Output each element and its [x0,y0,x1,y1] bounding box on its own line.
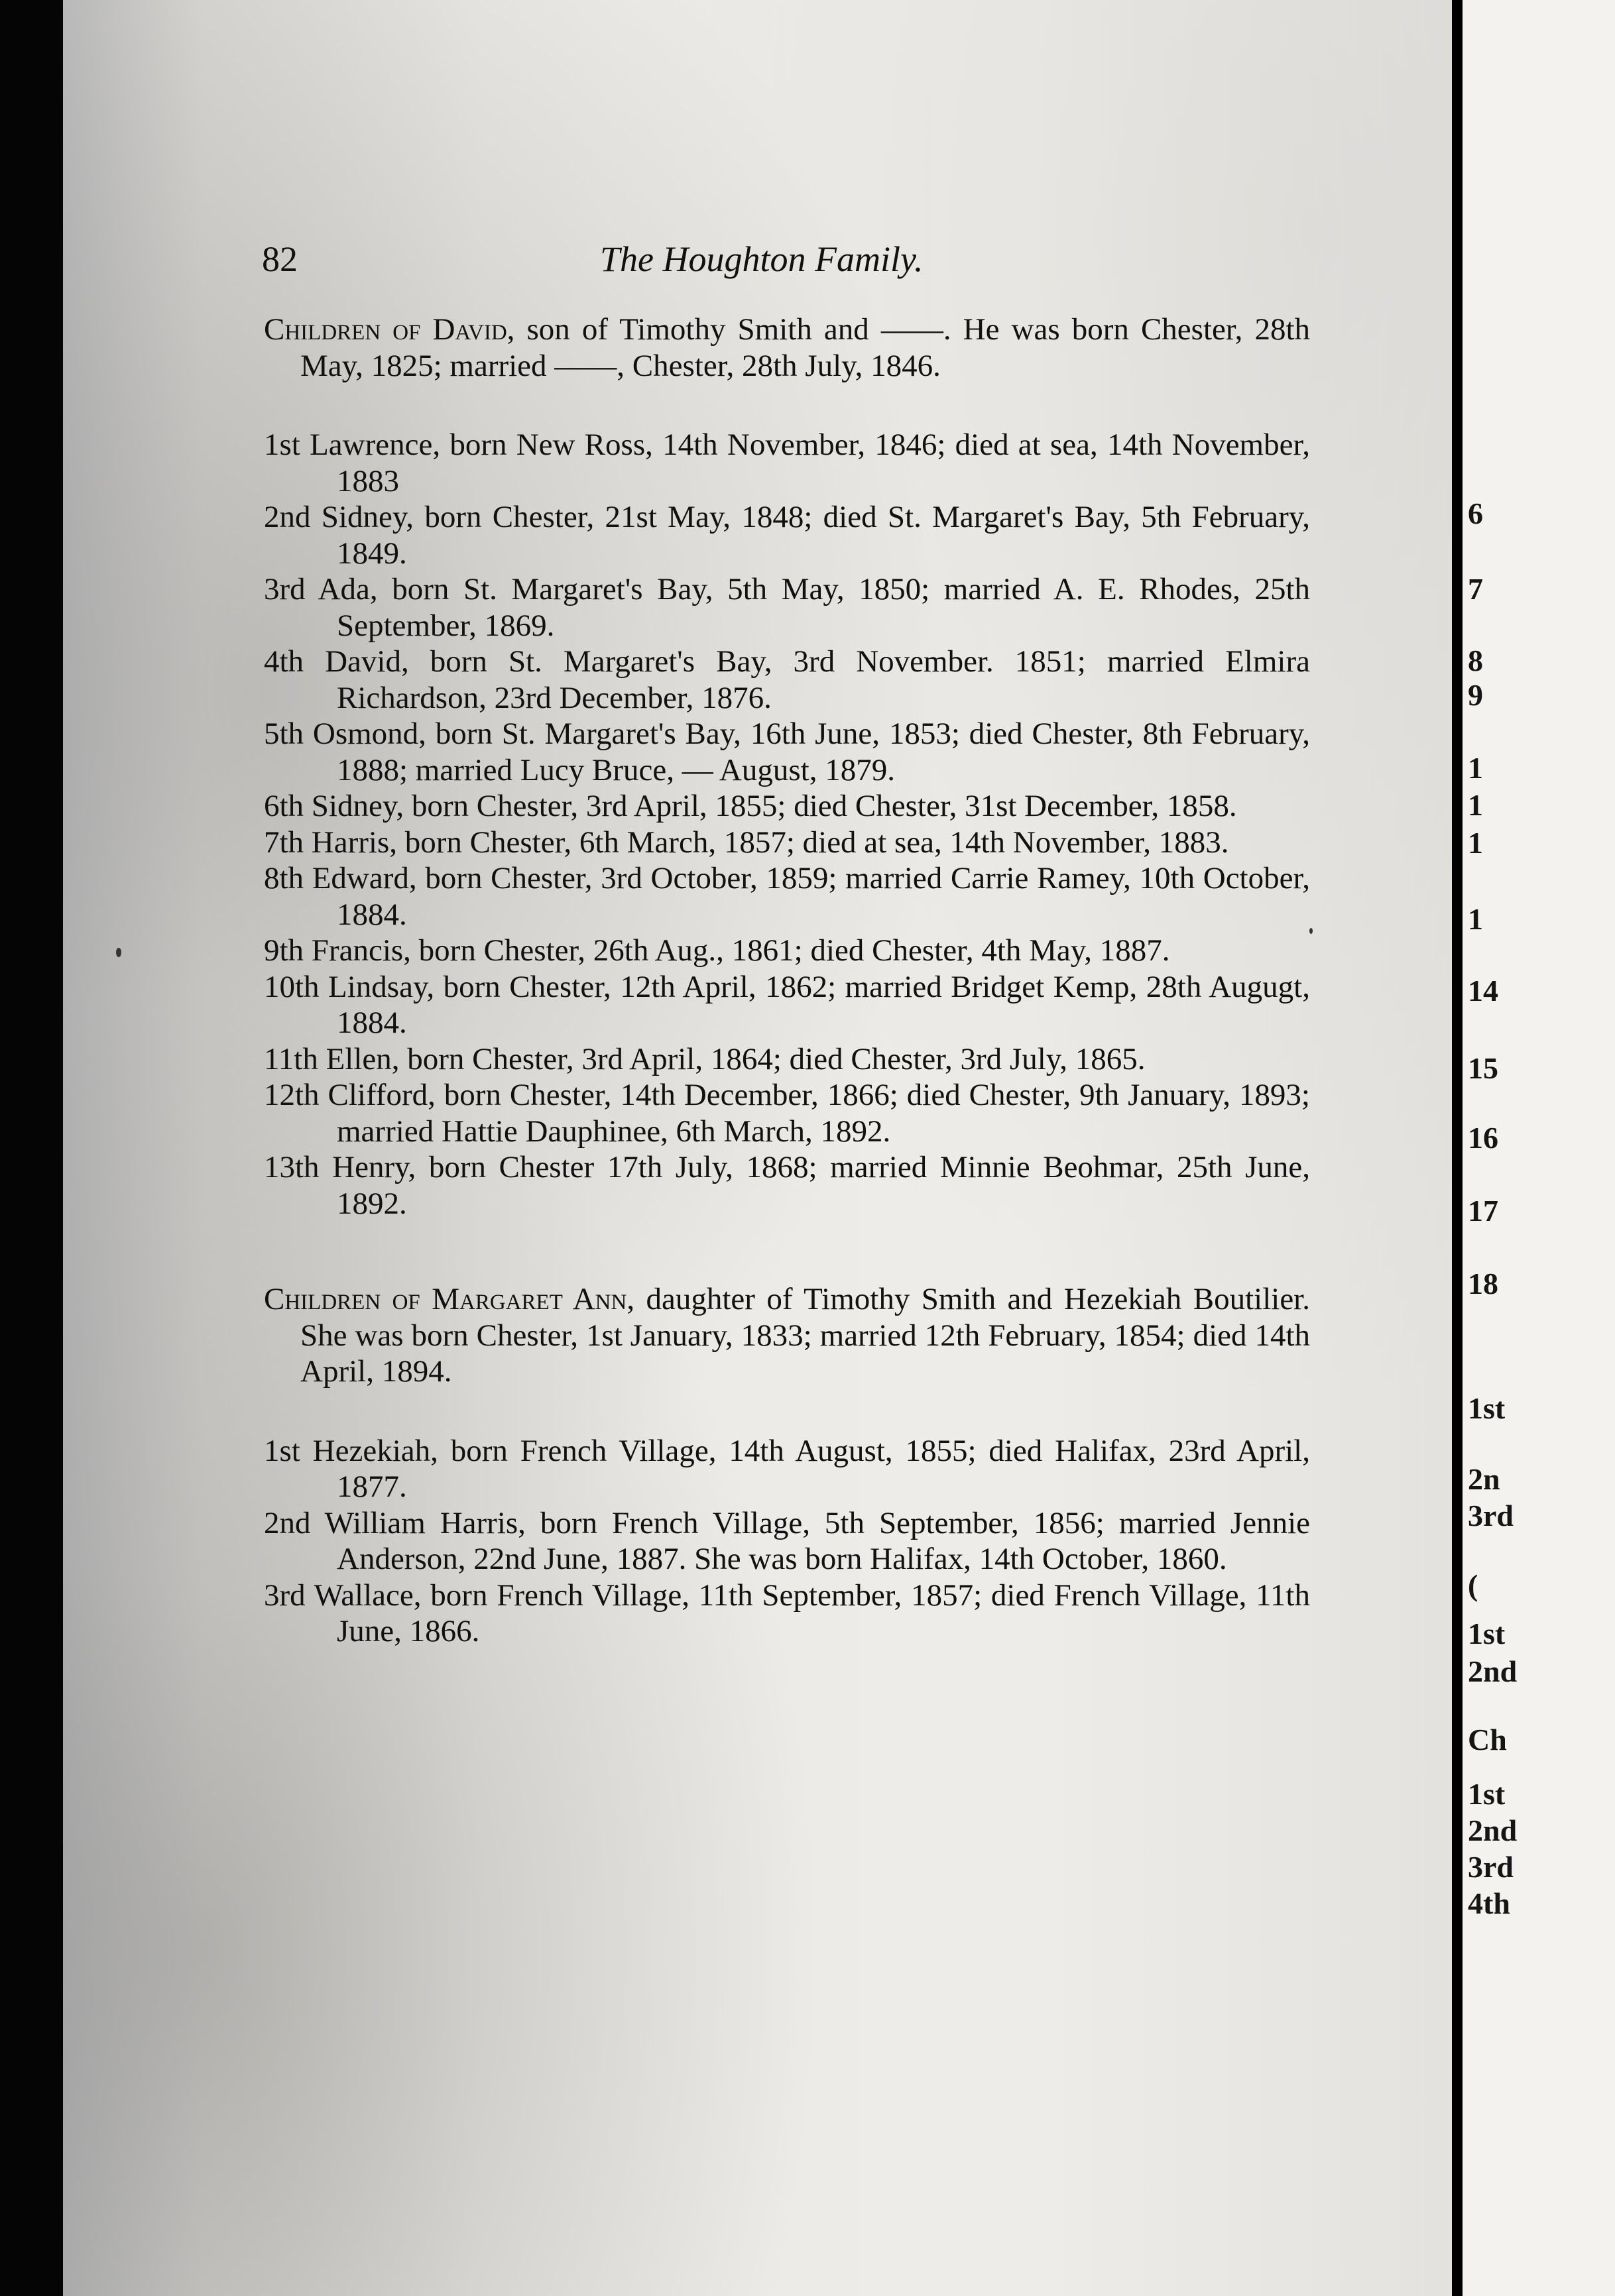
facing-page-fragment: 1 [1468,751,1483,785]
section-lead: Children of David [264,312,507,347]
section-heading-david [264,312,1310,384]
facing-page-fragment: Ch [1468,1723,1507,1756]
facing-page-fragment: 3rd [1468,1850,1514,1884]
section-intro: , daughter of Timothy Smith and Hezekiah Boutilier. She was born Chester, 1st January, 1833; married 12th February, 1854; died 14th April, 1894. [300,1282,1310,1389]
page-header [262,239,1323,285]
facing-page-fragment: 8 [1468,644,1483,677]
facing-page-fragment: 17 [1468,1194,1498,1228]
facing-page-fragment: 1st [1468,1617,1506,1650]
list-item: 9th Francis, born Chester, 26th Aug., 1861; died Chester, 4th May, 1887. [264,933,1170,968]
facing-page-fragment: 1 [1468,902,1483,936]
list-item: 5th Osmond, born St. Margaret's Bay, 16th June, 1853; died Chester, 8th February, 1888; married Lucy Bruce, — August, 1879. [264,717,1310,787]
facing-page-fragment: 9 [1468,678,1483,712]
page-gutter [1452,0,1463,2296]
facing-page-fragment: 4th [1468,1886,1510,1920]
list-item: 2nd William Harris, born French Village, 5th September, 1856; married Jennie Anderson, 22nd June, 1887. She was born Halifax, 14th October, 1860. [264,1505,1310,1576]
list-item: 3rd Wallace, born French Village, 11th September, 1857; died French Village, 11th June, 1866. [264,1578,1310,1648]
list-item: 2nd Sidney, born Chester, 21st May, 1848; died St. Margaret's Bay, 5th February, 1849. [264,500,1310,571]
spacer [264,1222,1310,1281]
section-heading-margaret-ann [264,1281,1310,1390]
section-lead: Children of Margaret Ann [264,1282,627,1316]
list-item: 1st Lawrence, born New Ross, 14th November, 1846; died at sea, 14th November, 1883 [264,428,1310,498]
list-item: 8th Edward, born Chester, 3rd October, 1859; married Carrie Ramey, 10th October, 1884. [264,861,1310,932]
facing-page-fragment: 1st [1468,1391,1506,1425]
facing-page-fragment: 1 [1468,788,1483,822]
facing-page-fragment: 14 [1468,974,1498,1007]
list-item: 13th Henry, born Chester 17th July, 1868; married Minnie Beohmar, 25th June, 1892. [264,1150,1310,1221]
facing-page-fragment: 1 [1468,826,1483,860]
facing-page-fragment: 2n [1468,1462,1500,1496]
page-body [264,312,1310,1650]
facing-page-fragment: 6 [1468,496,1483,530]
page-number: 82 [262,239,298,279]
section-intro: , son of Timothy Smith and ——. He was born Chester, 28th May, 1825; married ——, Chester, 28th July, 1846. [300,312,1311,383]
spacer [264,1390,1310,1433]
facing-page-fragment: ( [1468,1568,1478,1602]
facing-page-fragment: 2nd [1468,1813,1518,1847]
facing-page-edge [1463,0,1615,2296]
list-item: 10th Lindsay, born Chester, 12th April, 1862; married Bridget Kemp, 28th Augugt, 1884. [264,969,1310,1040]
list-item: 3rd Ada, born St. Margaret's Bay, 5th May, 1850; married A. E. Rhodes, 25th September, 1869. [264,572,1310,643]
list-item: 4th David, born St. Margaret's Bay, 3rd November. 1851; married Elmira Richardson, 23rd December, 1876. [264,644,1310,715]
facing-page-fragment: 18 [1468,1267,1498,1300]
facing-page-fragment: 2nd [1468,1654,1518,1688]
list-item: 7th Harris, born Chester, 6th March, 1857; died at sea, 14th November, 1883. [264,825,1229,860]
ink-speck [116,948,121,957]
facing-page-fragment: 16 [1468,1121,1498,1155]
facing-page-fragment: 15 [1468,1051,1498,1085]
list-item: 12th Clifford, born Chester, 14th December, 1866; died Chester, 9th January, 1893; married Hattie Dauphinee, 6th March, 1892. [264,1078,1310,1149]
facing-page-fragment: 3rd [1468,1499,1514,1532]
list-item: 11th Ellen, born Chester, 3rd April, 1864; died Chester, 3rd July, 1865. [264,1041,1146,1076]
list-item: 6th Sidney, born Chester, 3rd April, 1855; died Chester, 31st December, 1858. [264,789,1237,823]
running-title: The Houghton Family. [600,239,924,279]
spacer [264,384,1310,427]
list-item: 1st Hezekiah, born French Village, 14th August, 1855; died Halifax, 23rd April, 1877. [264,1433,1310,1504]
facing-page-fragment: 1st [1468,1777,1506,1811]
facing-page-fragment: 7 [1468,572,1483,606]
